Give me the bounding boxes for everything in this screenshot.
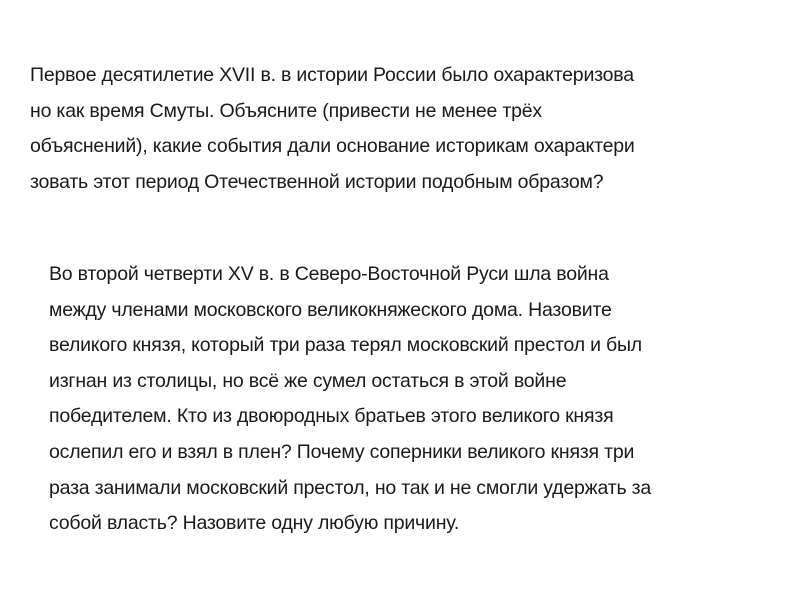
question-2-line: победителем. Кто из двоюродных братьев этого великого князя bbox=[49, 405, 614, 428]
question-2-line: изгнан из столицы, но всё же сумел остаться в этой войне bbox=[49, 369, 567, 392]
question-2-line: великого князя, который три раза терял московский престол и был bbox=[49, 334, 642, 357]
question-1-text bbox=[30, 58, 635, 200]
question-2-line: ослепил его и взял в плен? Почему соперники великого князя три bbox=[49, 440, 635, 463]
question-2-line: Во второй четверти XV в. в Северо-Восточной Руси шла война bbox=[49, 263, 609, 285]
question-2-line: раза занимали московский престол, но так и не смогли удержать за bbox=[49, 476, 652, 499]
question-2-line: собой власть? Назовите одну любую причину. bbox=[49, 512, 460, 535]
question-1-line: Первое десятилетие XVII в. в истории России было охарактеризова bbox=[30, 64, 634, 86]
question-1-line: объяснений), какие события дали основание историкам охарактери bbox=[30, 135, 635, 157]
question-2-text bbox=[49, 257, 651, 542]
question-1-line: зовать этот период Отечественной истории подобным образом? bbox=[30, 170, 604, 193]
question-2-line: между членами московского великокняжеского дома. Назовите bbox=[49, 298, 612, 321]
question-1-line: но как время Смуты. Объясните (привести не менее трёх bbox=[30, 99, 542, 122]
